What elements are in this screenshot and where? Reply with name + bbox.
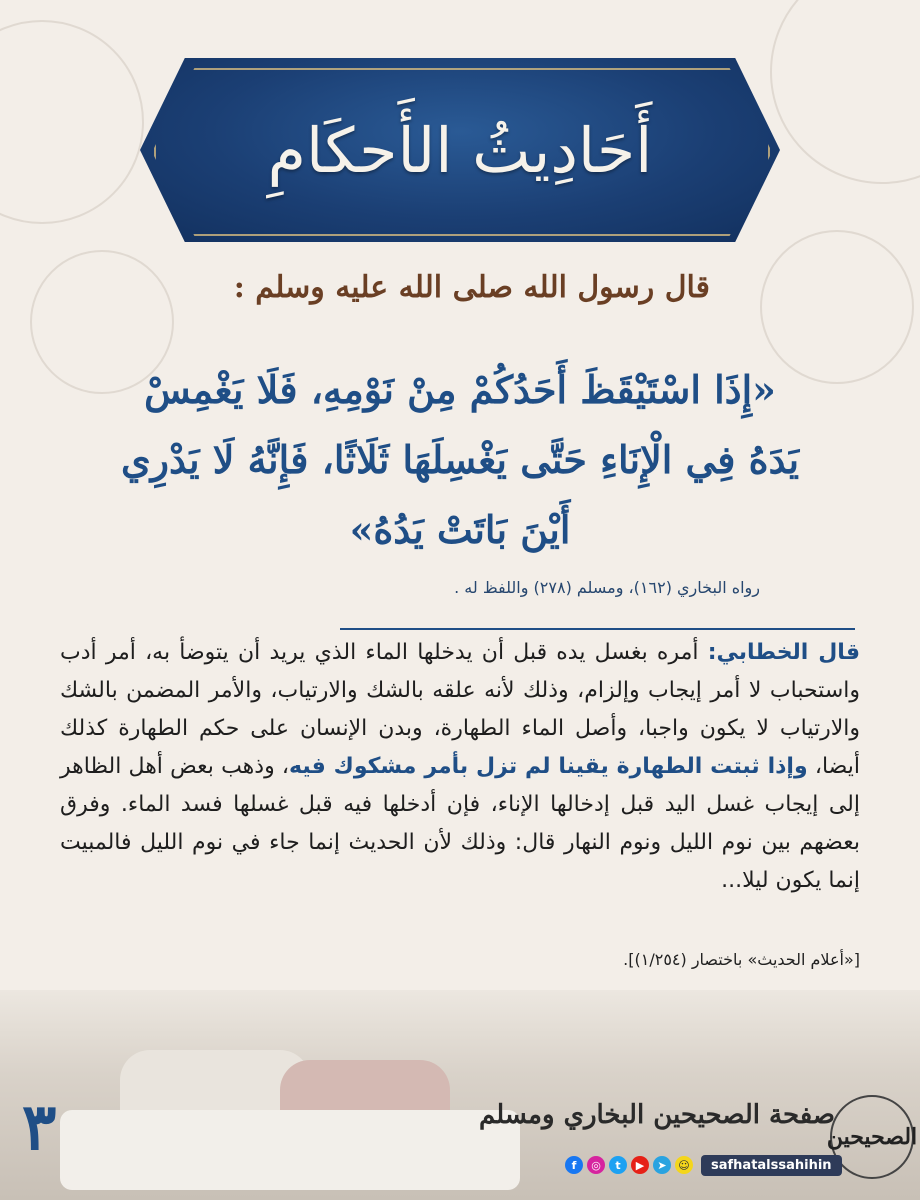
commentary-part: أمره بغسل يده قبل أن يدخلها الماء الذي يريد أن يتوضأ به، أمر أدب واستحباب لا أمر إيجاب وإلزام، وذلك لأنه علقه بالشك والارتياب، والأمر المضمن بالشك والارتياب لا يكون واجبا، وأصل الماء الطهارة، وبدن الإنسان على حكم الطهارة كذلك أيضا،: [60, 640, 860, 779]
brand-name: صفحة الصحيحين البخاري ومسلم: [478, 1100, 835, 1130]
social-handle[interactable]: safhatalssahihin: [701, 1155, 842, 1176]
hadith-line: «إِذَا اسْتَيْقَظَ أَحَدُكُمْ مِنْ نَوْمِهِ، فَلَا يَغْمِسْ: [144, 367, 776, 412]
background-ornament: [770, 0, 920, 184]
background-ornament: [0, 20, 144, 224]
section-divider: [340, 628, 855, 630]
twitter-icon[interactable]: t: [609, 1156, 627, 1174]
social-links: [565, 1152, 842, 1178]
commentary-speaker: قال الخطابي:: [707, 640, 860, 665]
commentary-part: ، وذهب بعض أهل الظاهر إلى إيجاب غسل اليد قبل إدخالها الإناء، فإن أدخلها فيه قبل غسلها فسد الماء. وفرق بعضهم بين نوم الليل ونوم النهار قال: وذلك لأن الحديث إنما جاء في نوم الليل فالمبيت إنما يكون ليلا...: [60, 754, 860, 893]
facebook-icon[interactable]: f: [565, 1156, 583, 1174]
youtube-icon[interactable]: ▶: [631, 1156, 649, 1174]
telegram-icon[interactable]: ➤: [653, 1156, 671, 1174]
commentary-highlight: وإذا ثبتت الطهارة يقينا لم تزل بأمر مشكوك فيه: [289, 754, 808, 779]
hadith-line: يَدَهُ فِي الْإِنَاءِ حَتَّى يَغْسِلَهَا ثَلَاثًا، فَإِنَّهُ لَا يَدْرِي: [120, 437, 800, 482]
page-number: ٣: [22, 1090, 57, 1165]
hadith-text: [60, 355, 860, 565]
commentary-reference: [«أعلام الحديث» باختصار (١/٢٥٤)].: [623, 950, 860, 969]
snapchat-icon[interactable]: ☺: [675, 1156, 693, 1174]
pillow: [60, 1110, 520, 1190]
commentary-text: [60, 634, 860, 900]
instagram-icon[interactable]: ◎: [587, 1156, 605, 1174]
hadith-source: رواه البخاري (١٦٢)، ومسلم (٢٧٨) واللفظ له .: [454, 578, 760, 597]
hadith-intro: قال رسول الله صلى الله عليه وسلم :: [233, 270, 710, 305]
page-title: أَحَادِيثُ الأَحكَامِ: [267, 113, 653, 187]
brand-seal-logo: الصحيحين: [830, 1095, 914, 1179]
hadith-line: أَيْنَ بَاتَتْ يَدُهُ»: [349, 507, 571, 552]
